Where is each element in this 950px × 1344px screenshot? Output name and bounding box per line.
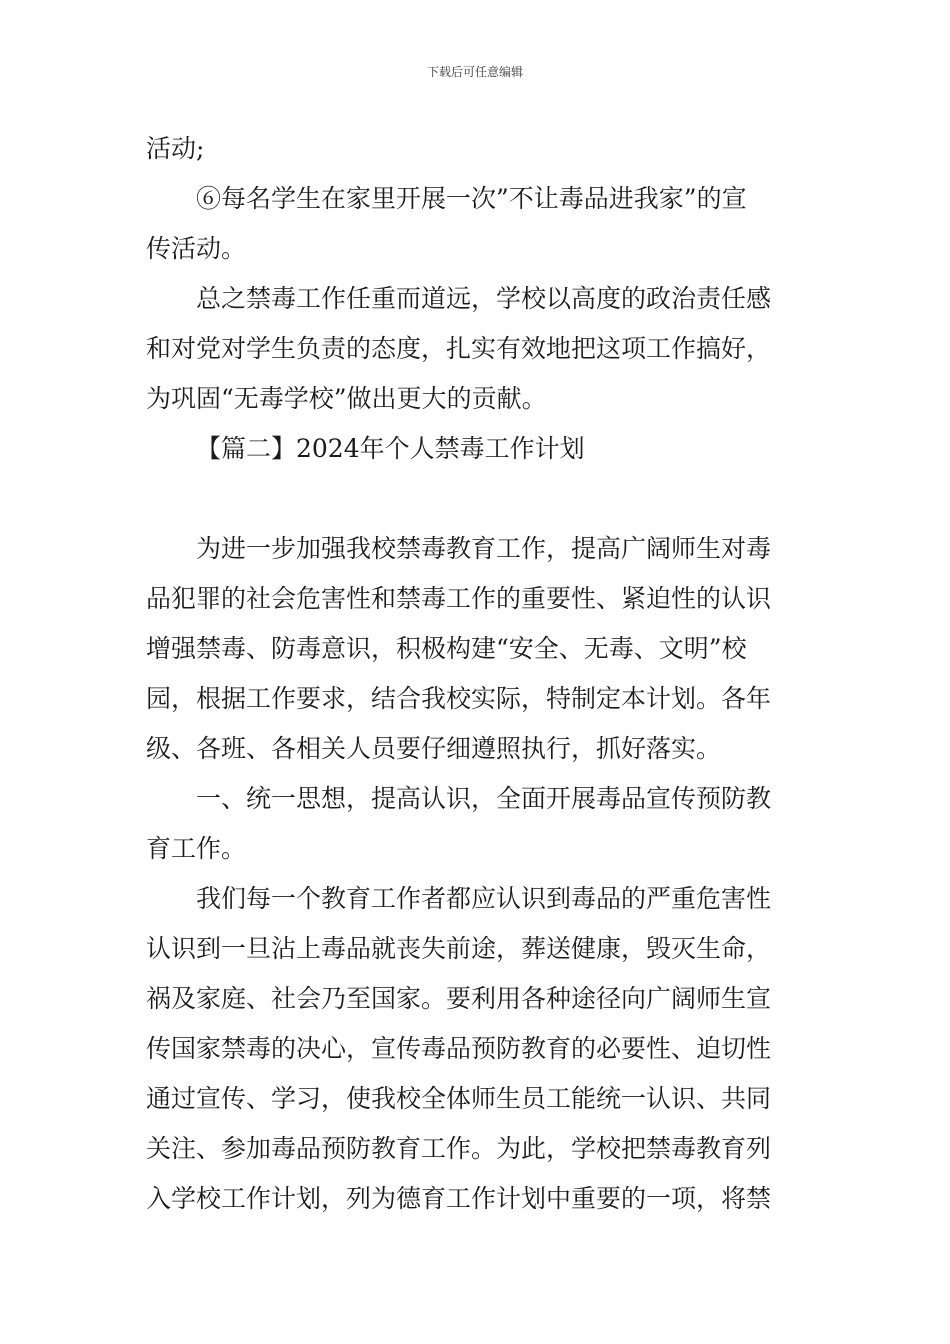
document-body [146, 124, 806, 1224]
text-line: 活动; [146, 134, 205, 163]
text-line: 增强禁毒、防毒意识，积极构建“安全、无毒、文明”校 [146, 634, 747, 663]
text-line: 园，根据工作要求，结合我校实际，特制定本计划。各年 [146, 684, 772, 713]
subsection-heading: 一、统一思想，提高认识，全面开展毒品宣传预防教 [196, 784, 772, 813]
text-line: 祸及家庭、社会乃至国家。要利用各种途径向广阔师生宣 [146, 984, 772, 1013]
text-line: 为进一步加强我校禁毒教育工作，提高广阔师生对毒 [196, 534, 772, 563]
text-line: 我们每一个教育工作者都应认识到毒品的严重危害性 [196, 884, 772, 913]
text-line: 通过宣传、学习，使我校全体师生员工能统一认识、共同 [146, 1084, 772, 1113]
text-line: 认识到一旦沾上毒品就丧失前途，葬送健康，毁灭生命， [146, 934, 772, 963]
section-heading: 【篇二】2024年个人禁毒工作计划 [196, 434, 585, 463]
text-line: 传国家禁毒的决心，宣传毒品预防教育的必要性、迫切性 [146, 1034, 772, 1063]
text-line: 为巩固“无毒学校”做出更大的贡献。 [146, 384, 547, 413]
text-line: 和对党对学生负责的态度，扎实有效地把这项工作搞好， [146, 334, 772, 363]
text-line: 育工作。 [146, 834, 247, 863]
text-line: 品犯罪的社会危害性和禁毒工作的重要性、紧迫性的认识 [146, 584, 772, 613]
text-line: 级、各班、各相关人员要仔细遵照执行，抓好落实。 [146, 734, 722, 763]
blank-line [146, 474, 806, 524]
text-line: 关注、参加毒品预防教育工作。为此，学校把禁毒教育列 [146, 1134, 772, 1163]
text-line: 总之禁毒工作任重而道远，学校以高度的政治责任感 [196, 284, 772, 313]
page-header: 下载后可任意编辑 [426, 65, 523, 79]
text-line: ⑥每名学生在家里开展一次”不让毒品进我家”的宣 [196, 184, 747, 213]
text-line: 传活动。 [146, 234, 247, 263]
text-line: 入学校工作计划，列为德育工作计划中重要的一项，将禁 [146, 1184, 772, 1213]
